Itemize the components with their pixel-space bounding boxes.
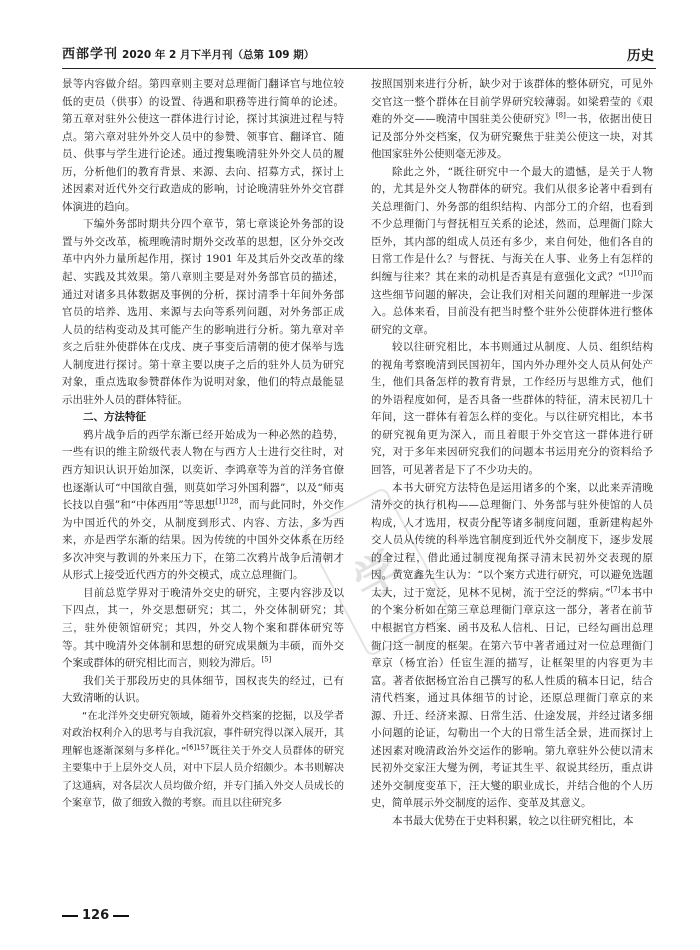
paragraph-text: 鸦片战争后的西学东渐已经开始成为一种必然的趋势，一些有识的维主阶级代表人物在与西方人士进行交往时，对西方知识认识开始加深，以奕䜣、李鸿章等为首的洋务官僚也逐渐认可“中国欲自强，则莫如学习外国利器”，以及“师夷长技以自强”和“中体西用”等思想	[62, 428, 344, 512]
paragraph-text-tail: 一书，依据出使日记及部分外交档案，仅为研究聚焦于驻美公使这一块，对其他国家驻外公使则毫无涉及。	[371, 113, 654, 161]
paragraph-text-tail: ，而与此同时，外交作为中国近代的外交，从制度到形式、内容、方法，多为西来，亦是西学东渐的结果。因为传统的中国外交体系在历经多次冲突与教训的外来压力下，在第二次鸦片战争后清朝才从形式上接受近代西方的外交模式，成立总理衙门。	[62, 499, 345, 582]
page-footer	[62, 908, 129, 923]
page-number: 126	[82, 908, 110, 923]
page-header	[62, 38, 656, 69]
paragraph-text: 我们关于那段历史的具体细节，国权丧失的经过，已有大致清晰的认识。	[62, 674, 344, 705]
watermark-stamp: 学	[302, 486, 453, 657]
paragraph-text: 按照国别来进行分析，缺少对于该群体的整体研究，可见外交官这一整个群体在目前学界研究较薄弱。如梁碧莹的《艰难的外交——晚清中国驻美公使研究》	[371, 78, 653, 126]
paragraph-text: “在北洋外交史研究领域，随着外交档案的挖掘，以及学者对政治权利介入的思考与自我沉寂，事件研究得以深入展开，其理解也逐渐深刻与多样化。”	[62, 710, 344, 757]
footer-dash-left	[62, 915, 78, 917]
paragraph-text-tail: 本书中的个案分析如在第三章总理衙门章京这一部分，著者在前节中根据官方档案、函书及私人信札、日记，已经勾画出总理衙门这一制度的框架。在第六节中著者通过对一位总理衙门章京（杨宜治）任宦生涯的描写，让框架里的内容更为丰富。著者依据杨宜治自己撰写的私人性质的稿本日记，结合清代档案，通过具体细节的讨论，还原总理衙门章京的来源、升迁、经济来源、日常生活、仕途发展，并经过诸多细小问题的论证，勾勒出一个大的日常生活全景，进而探讨上述因素对晚清政治外交运作的影响。第九章驻外公使以清末民初外交家汪大燮为例，考证其生平、叙说其经历，重点讲述外交制度变革下，汪大燮的职业成长，并结合他的个人历史，简单展示外交制度的运作、变革及其意义。	[371, 586, 653, 810]
paragraph-text: 二、方法特征	[83, 411, 146, 424]
journal-logo: 西部学刊	[62, 47, 119, 62]
citation-marker: [1]10	[623, 269, 643, 278]
journal-masthead	[62, 43, 314, 62]
body-paragraph	[371, 164, 653, 339]
paragraph-text: 除此之外，“既往研究中一个最大的遗憾，是关于人物的，尤其是外交人物群体的研究。我们从很多论著中看到有关总理衙门、外务部的组织结构、内部分工的介绍，也看到不少总理衙门与督抚相互关系的论述，然而，总理衙门除大臣外，其内部的组成人员还有多少，来自何处，他们各自的日常工作是什么？与督抚、与海关在人事、业务上有怎样的纠缠与往来？其在来的动机是否真是有意强化文武？”	[371, 165, 653, 284]
citation-marker: [5]	[261, 655, 272, 664]
citation-marker: [8]	[555, 111, 566, 120]
body-paragraph	[371, 813, 653, 831]
body-paragraph	[371, 480, 653, 813]
block-quote	[62, 708, 344, 813]
citation-marker: [6]157	[186, 743, 210, 752]
body-paragraph	[371, 339, 653, 479]
footer-dash-right	[113, 915, 129, 917]
section-heading	[62, 409, 344, 427]
left-column	[62, 76, 344, 813]
body-paragraph	[62, 216, 344, 409]
body-paragraph	[62, 76, 344, 216]
paragraph-text: 景等内容做介绍。第四章则主要对总理衙门翻译官与地位较低的吏员（供事）的设置、待遇和职務等进行简单的论述。第五章对驻外公使这一群体进行讨论，探讨其演进过程与特点。第六章对驻外外交人员中的参赞、领事官、翻译官、随员、供事与学生进行论述。通过搜集晚清驻外外交人员的履历，分析他们的教育背景、来源、去向、招募方式，探讨上述因素对近代外交行政造成的影响，讨论晚清驻外外交官群体演进的趋向。	[62, 78, 344, 213]
body-paragraph	[62, 673, 344, 708]
paragraph-text-tail: 既往关于外交人员群体的研究主要集中于上层外交人员，对中下层人员介绍颇少。本书则解决了这通病，对各层次人员均做介绍，并专门插入外交人员成长的个案章节，做了细致入微的考察。而且以往研究多	[62, 745, 344, 810]
section-title: 历史	[627, 48, 654, 64]
paragraph-text: 本书最大优势在于史料积累，较之以往研究相比，本	[392, 814, 634, 827]
citation-marker: [1]128	[215, 497, 239, 506]
body-paragraph	[62, 427, 344, 585]
citation-marker: [7]	[610, 585, 621, 594]
body-paragraph	[62, 585, 344, 673]
paragraph-text: 下编外务部时期共分四个章节，第七章谈论外务部的设置与外交改革，梳理晚清时期外交改革的思想，区分外交改革中内外力量所起作用，探讨 1901 年及其后外交改革的缘起、实践及其效果。第八章则主要是对外务部官员的描述，通过对诸多具体数据及事例的分析，探讨清季十年间外务部官员的培养、选用、来源与去向等系列问题，对外务部正成人员的结构变动及其可能产生的影响进行分析。第九章对辛亥之后驻外使群体在戊戌、庚子事变后清朝的使才保举与选人制度进行探讨。第十章主要以庚子之后的驻外人员为研究对象，重点选取参赞群体作为说明对象，他们的特点最能显示出驻外人员的群体特征。	[62, 218, 344, 406]
right-column	[371, 76, 653, 831]
paragraph-text: 目前总览学界对于晚清外交史的研究，主要内容涉及以下四点，其一，外交思想研究；其二，外交体制研究；其三，驻外使领馆研究；其四，外交人物个案和群体研究等等。其中晚清外交体制和思想的研究成果颇为丰硕，而外交个案或群体的研究相比而言，则较为滞后。	[62, 586, 344, 670]
issue-info: 2020 年 2 月下半月刊（总第 109 期）	[122, 49, 315, 61]
body-paragraph	[371, 76, 653, 164]
paragraph-text-tail: 而这些细节问题的解决，会让我们对相关问题的理解进一步深入。总体来看，目前没有把当时整个驻外公使群体进行整体研究的文章。	[371, 271, 654, 336]
paragraph-text: 较以往研究相比，本书则通过从制度、人员、组织结构的视角考察晚清到民国初年，国内外办理外交人员从何处产生，他们具备怎样的教育背景，工作经历与思维方式，他们的外语程度如何，是否具备一些群体的特征，清末民初几十年间，这一群体有着怎么样的变化。与以往研究相比，本书的研究视角更为深入，而且着眼于外交官这一群体进行研究，对于多年来因研究我们的问题本书运用充分的资料给予回答，可见著者是下了不少功夫的。	[371, 341, 653, 477]
quote-text	[62, 708, 344, 813]
paragraph-text: 本书大研究方法特色是运用诸多的个案，以此来弄清晚清外交的执行机构——总理衙门、外务部与驻外使馆的人员构成，人才选用，权责分配等诸多制度问题，重新建构起外交人员从传统的科举选官制度到近代外交制度下，逐步发展的全过程，借此通过制度视角探寻清末民初外交表现的原因。黄宽鑫先生认为：“以个案方式进行研究，可以避免选题太大，过于宽泛，见林不见树，流于空泛的弊病。”	[371, 481, 653, 599]
